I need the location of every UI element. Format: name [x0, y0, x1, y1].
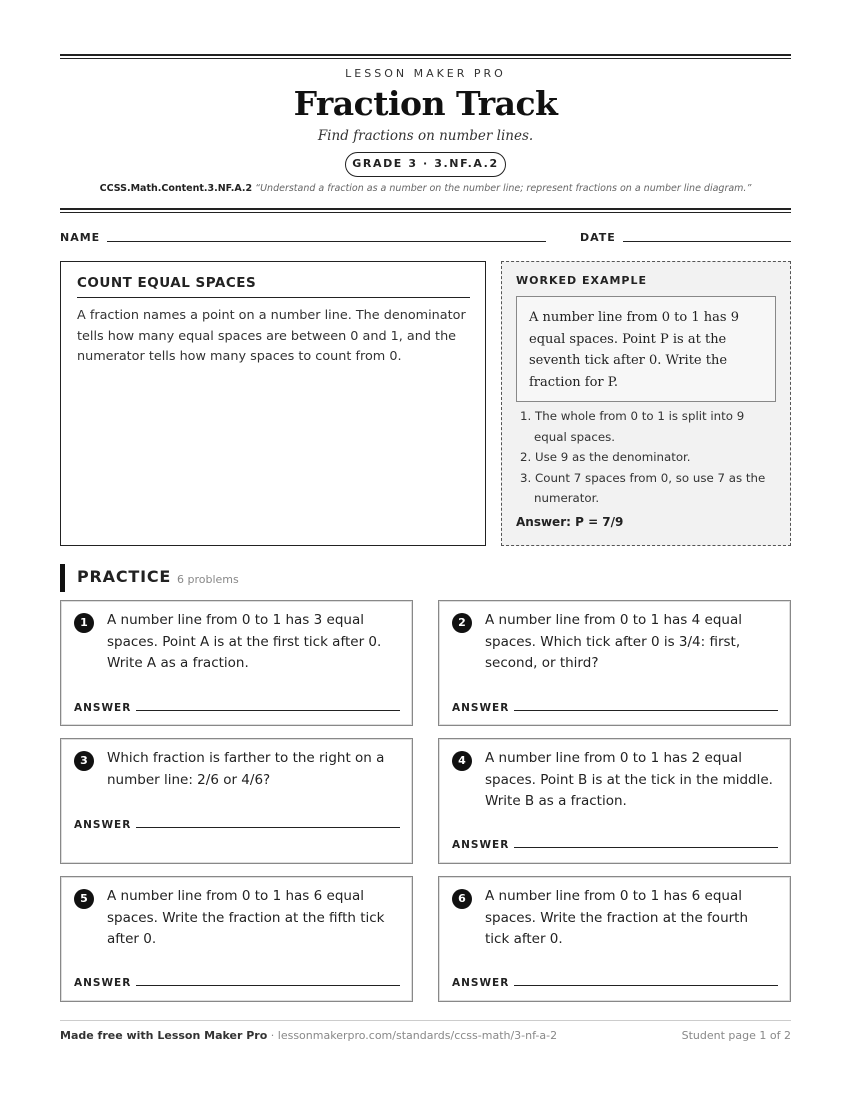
- problem-number: 5: [74, 889, 94, 909]
- problem-text: A number line from 0 to 1 has 2 equal spaces. Point B is at the tick in the middle. Write B as a fraction.: [485, 750, 773, 809]
- date-label: DATE: [580, 231, 616, 244]
- worked-example-answer: Answer: P = 7/9: [516, 515, 624, 529]
- footer-divider: [60, 1020, 791, 1021]
- practice-count: 6 problems: [177, 573, 239, 586]
- problem-card-1: [60, 600, 413, 726]
- answer-label: ANSWER: [452, 839, 510, 851]
- footer-credit: [60, 1029, 557, 1042]
- answer-field[interactable]: [514, 985, 778, 986]
- header-bottom-double-rule: [60, 208, 791, 213]
- practice-heading: PRACTICE: [77, 567, 172, 586]
- worked-example-step: 1. The whole from 0 to 1 is split into 9 equal spaces.: [520, 409, 745, 444]
- worksheet-title: Fraction Track: [293, 84, 558, 123]
- grade-badge: GRADE 3 · 3.NF.A.2: [345, 152, 506, 177]
- date-field[interactable]: [623, 241, 791, 242]
- worksheet-subtitle: Find fractions on number lines.: [317, 128, 534, 144]
- problem-number: 4: [452, 751, 472, 771]
- standard-text: “Understand a fraction as a number on the number line; represent fractions on a number line diagram.”: [255, 183, 752, 194]
- problem-number: 3: [74, 751, 94, 771]
- footer-page-number: Student page 1 of 2: [681, 1029, 791, 1042]
- answer-field[interactable]: [136, 985, 400, 986]
- worked-example-step: 2. Use 9 as the denominator.: [520, 450, 691, 464]
- practice-accent-bar: [60, 564, 65, 592]
- standard-code: CCSS.Math.Content.3.NF.A.2: [99, 183, 253, 194]
- footer-made-with: Made free with Lesson Maker Pro: [60, 1029, 268, 1042]
- brand-name: LESSON MAKER PRO: [345, 67, 506, 80]
- problem-card-3: [60, 738, 413, 864]
- problem-card-6: [438, 876, 791, 1002]
- worked-example-heading: WORKED EXAMPLE: [516, 274, 647, 287]
- answer-label: ANSWER: [74, 819, 132, 831]
- problem-number: 1: [74, 613, 94, 633]
- problem-card-2: [438, 600, 791, 726]
- concept-body: A fraction names a point on a number line. The denominator tells how many equal spaces are between 0 and 1, and the numerator tells how many spaces to count from 0.: [77, 308, 466, 364]
- answer-field[interactable]: [136, 827, 400, 828]
- footer-url[interactable]: · lessonmakerpro.com/standards/ccss-math/3-nf-a-2: [267, 1029, 558, 1042]
- answer-label: ANSWER: [452, 977, 510, 989]
- problem-text: Which fraction is farther to the right on a number line: 2/6 or 4/6?: [107, 750, 385, 788]
- answer-field[interactable]: [514, 847, 778, 848]
- problem-text: A number line from 0 to 1 has 3 equal spaces. Point A is at the first tick after 0. Write A as a fraction.: [107, 612, 382, 671]
- problem-number: 2: [452, 613, 472, 633]
- worked-example-steps: [516, 406, 778, 509]
- problem-number: 6: [452, 889, 472, 909]
- worked-example-box: [501, 261, 791, 546]
- standard-line: [60, 183, 791, 194]
- problem-text: A number line from 0 to 1 has 6 equal spaces. Write the fraction at the fifth tick after 0.: [107, 888, 385, 947]
- problem-card-4: [438, 738, 791, 864]
- answer-label: ANSWER: [452, 702, 510, 714]
- answer-field[interactable]: [514, 710, 778, 711]
- concept-box: [60, 261, 486, 546]
- name-field[interactable]: [107, 241, 546, 242]
- concept-heading: COUNT EQUAL SPACES: [77, 275, 470, 298]
- worked-example-problem: A number line from 0 to 1 has 9 equal spaces. Point P is at the seventh tick after 0. Write the fraction for P.: [516, 296, 776, 402]
- problem-text: A number line from 0 to 1 has 4 equal spaces. Which tick after 0 is 3/4: first, second, or third?: [485, 612, 742, 671]
- top-double-rule: [60, 54, 791, 59]
- problem-card-5: [60, 876, 413, 1002]
- answer-field[interactable]: [136, 710, 400, 711]
- answer-label: ANSWER: [74, 702, 132, 714]
- name-label: NAME: [60, 231, 101, 244]
- problem-text: A number line from 0 to 1 has 6 equal spaces. Write the fraction at the fourth tick after 0.: [485, 888, 749, 947]
- answer-label: ANSWER: [74, 977, 132, 989]
- worked-example-step: 3. Count 7 spaces from 0, so use 7 as the numerator.: [520, 470, 766, 505]
- worksheet-page: [60, 0, 791, 1100]
